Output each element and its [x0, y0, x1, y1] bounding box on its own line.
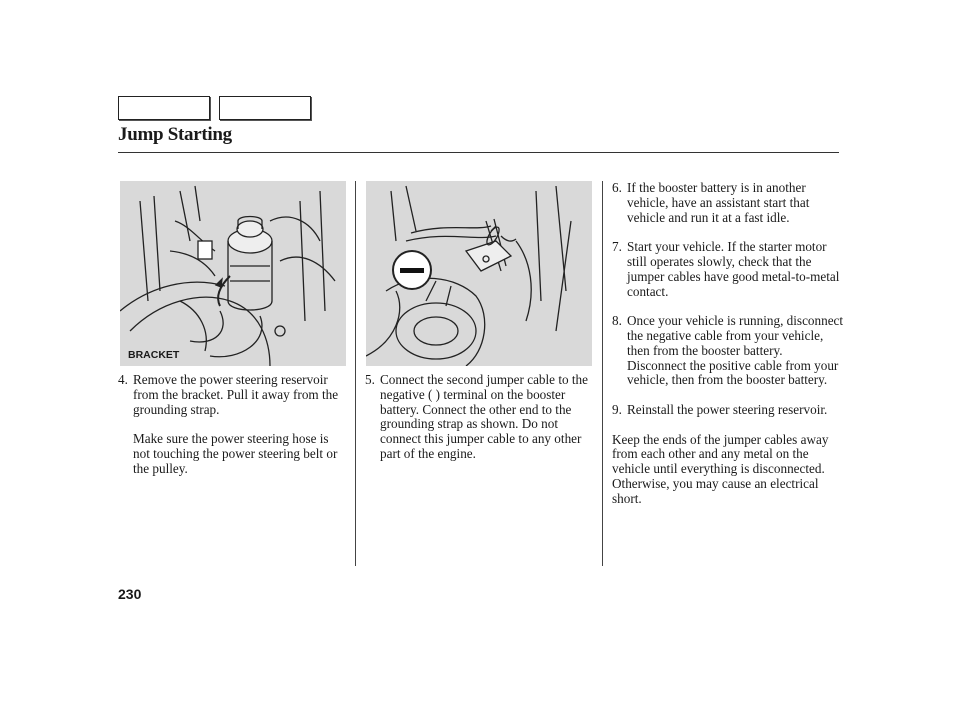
step-text: Reinstall the power steering reservoir. [627, 401, 828, 417]
step-5 [365, 373, 593, 462]
page-title: Jump Starting [118, 124, 232, 145]
engine-bay-drawing-2 [366, 181, 592, 366]
column-3 [612, 181, 844, 521]
step-text: Start your vehicle. If the starter motor still operates slowly, check that the jumper cables have good metal-to-metal contact. [627, 239, 840, 299]
step-number: 4. [118, 372, 128, 387]
note-paragraph: Make sure the power steering hose is not touching the power steering belt or the pulley. [133, 431, 338, 476]
engine-bay-drawing-1 [120, 181, 346, 366]
closing-paragraph: Keep the ends of the jumper cables away from each other and any metal on the vehicle until everything is disconnected. Otherwise, you may cause an electrical short. [612, 431, 829, 506]
step-text: If the booster battery is in another vehicle, have an assistant start that vehicle and run it at a fast idle. [627, 180, 810, 225]
column-divider-1 [355, 181, 356, 566]
step-9 [612, 403, 844, 418]
reservoir-bracket-illustration [120, 181, 346, 366]
step-text: Once your vehicle is running, disconnect the negative cable from your vehicle, then from the booster battery. Disconnect the positive cable from your vehicle, then from the booster battery. [627, 313, 844, 388]
header-tab-box-right [219, 96, 311, 120]
step-number: 5. [365, 372, 375, 387]
step-8 [612, 314, 844, 388]
step-text: Remove the power steering reservoir from the bracket. Pull it away from the grounding strap. [133, 372, 339, 417]
step-7 [612, 240, 844, 299]
step-6 [612, 181, 844, 225]
header-tab-box-left [118, 96, 210, 120]
step-number: 6. [612, 180, 622, 195]
step-number: 8. [612, 313, 622, 329]
step-number: 9. [612, 401, 622, 417]
negative-terminal-illustration [366, 181, 592, 366]
step-4 [118, 373, 346, 417]
title-rule [118, 152, 839, 153]
column-divider-2 [602, 181, 603, 566]
column-2 [365, 373, 593, 477]
page-number: 230 [118, 586, 142, 602]
step-text: Connect the second jumper cable to the negative ( ) terminal on the booster battery. Connect the other end to the grounding strap as shown. Do not connect this jumper cable to any other part of the engine. [380, 372, 588, 461]
column-1 [118, 373, 346, 491]
step-number: 7. [612, 239, 622, 255]
bracket-label: BRACKET [128, 349, 180, 361]
